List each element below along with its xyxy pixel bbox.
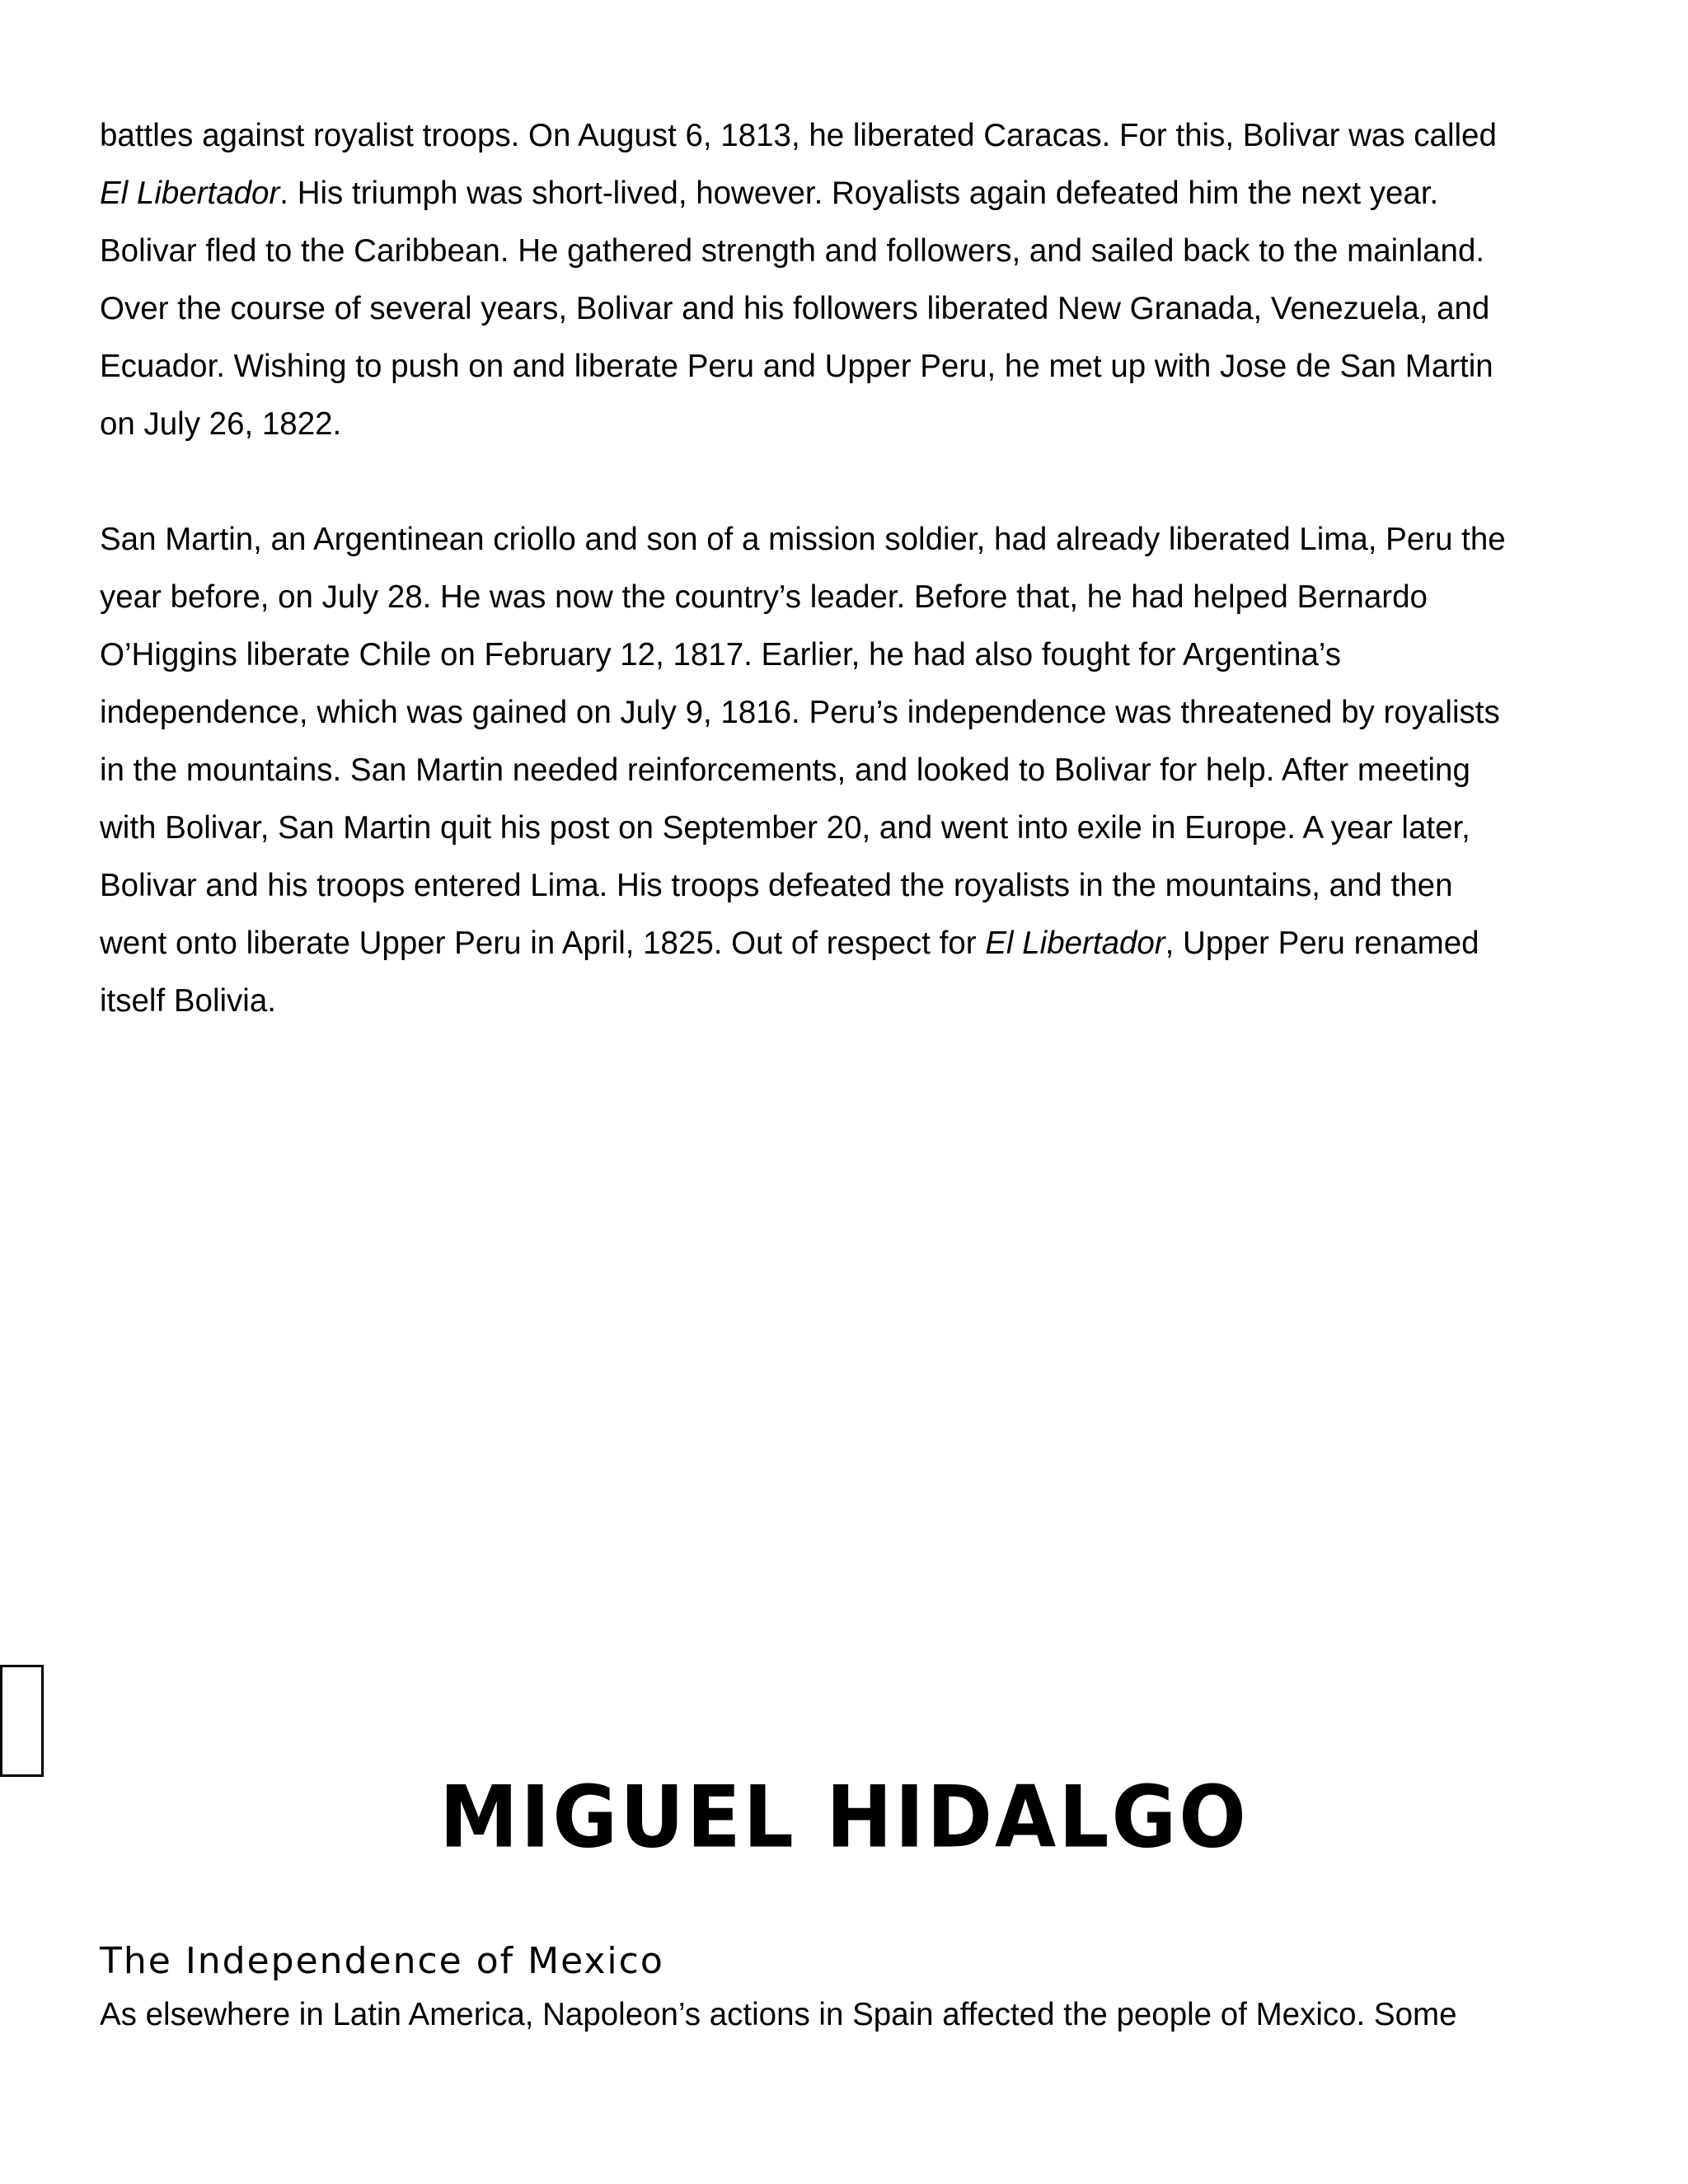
text-line: with Bolivar, San Martin quit his post on September 20, and went into exile in Europe. A year later, [100,810,1470,846]
text-line [100,165,1592,223]
text-line: O’Higgins liberate Chile on February 12, 1817. Earlier, he had also fought for Argentina’s [100,637,1341,673]
text-line: in the mountains. San Martin needed reinforcements, and looked to Bolivar for help. After meeting [100,752,1470,788]
text-line: itself Bolivia. [100,983,276,1019]
text-span: , Upper Peru renamed [1165,926,1479,961]
text-span: went onto liberate Upper Peru in April, 1825. Out of respect for [100,926,986,961]
text-line: San Martin, an Argentinean criollo and son of a mission soldier, had already liberated Lima, Peru the [100,522,1506,557]
paragraph-mexico-intro [100,1986,1592,2044]
text-span: . His triumph was short-lived, however. Royalists again defeated him the next year. [279,176,1439,211]
text-line: year before, on July 28. He was now the country’s leader. Before that, he had helped Bernardo [100,579,1428,615]
text-line: independence, which was gained on July 9, 1816. Peru’s independence was threatened by royalists [100,695,1500,730]
subheading: The Independence of Mexico [100,1940,664,1982]
text-line: Bolivar and his troops entered Lima. His troops defeated the royalists in the mountains, and then [100,868,1453,903]
paragraph-bolivar-campaigns [100,107,1592,453]
text-line: Over the course of several years, Bolivar and his followers liberated New Granada, Venezuela, and [100,291,1490,326]
section-title: MIGUEL HIDALGO [439,1767,1249,1868]
margin-marker-box [0,1665,44,1777]
text-line: Bolivar fled to the Caribbean. He gathered strength and followers, and sailed back to the mainland. [100,233,1485,269]
text-line [100,915,1592,972]
emphasis-el-libertador: El Libertador [985,926,1165,961]
paragraph-san-martin [100,511,1592,1030]
text-line: Ecuador. Wishing to push on and liberate Peru and Upper Peru, he met up with Jose de San Martin [100,349,1493,384]
emphasis-el-libertador: El Libertador [100,176,280,211]
text-line: As elsewhere in Latin America, Napoleon’s actions in Spain affected the people of Mexico. Some [100,1997,1457,2032]
text-line: battles against royalist troops. On August 6, 1813, he liberated Caracas. For this, Bolivar was called [100,118,1497,153]
text-line: on July 26, 1822. [100,406,342,442]
